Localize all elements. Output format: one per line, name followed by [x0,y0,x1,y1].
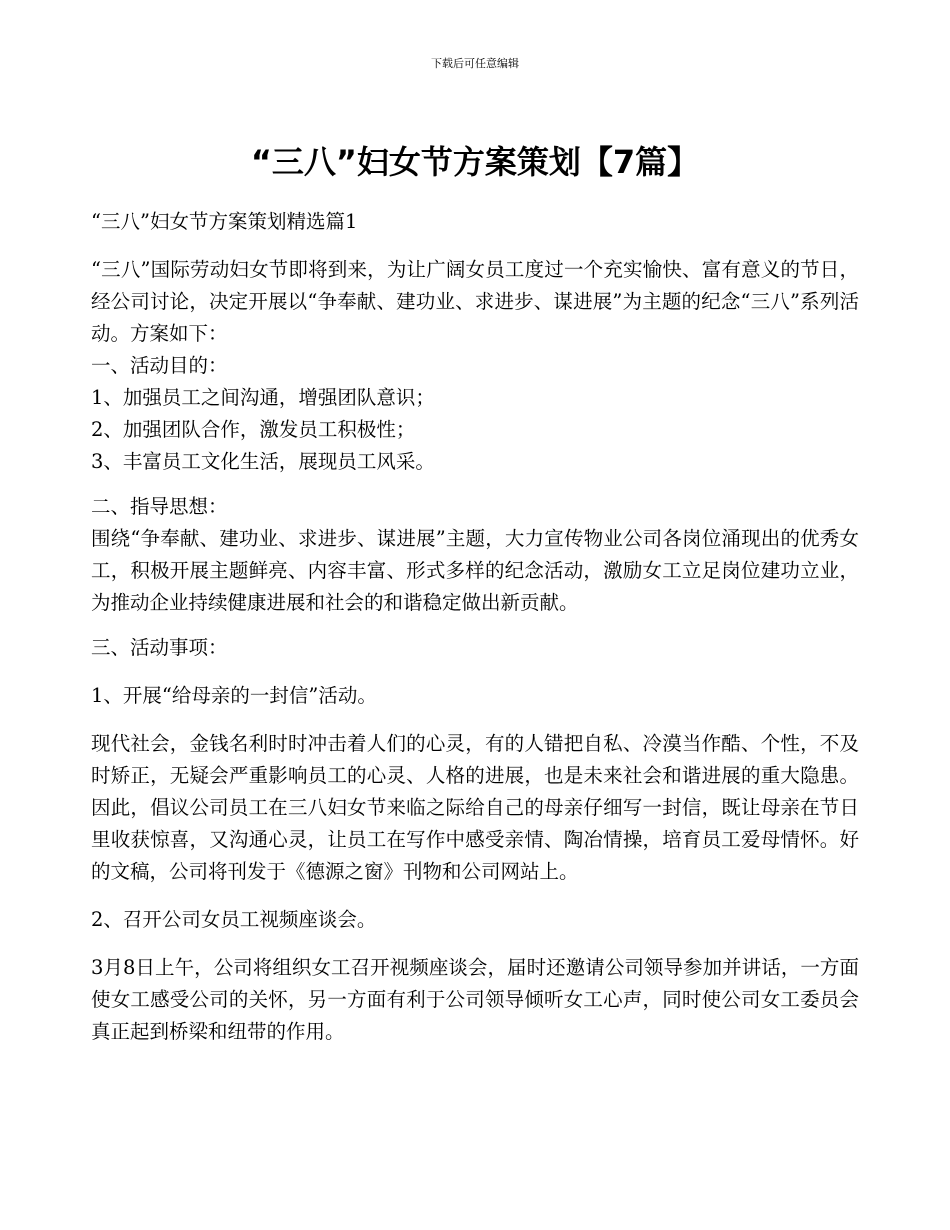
subsection-heading: 1、开展“给母亲的一封信”活动。 [91,684,377,707]
intro-paragraph: “三八”国际劳动妇女节即将到来，为让广阔女员工度过一个充实愉快、富有意义的节日，经公司讨论，决定开展以“争奉献、建功业、求进步、谋进展”为主题的纪念“三八”系列活动。方案如下： [91,258,859,345]
page-header-note: 下载后可任意编辑 [431,57,519,70]
list-item: 2、加强团队合作，激发员工积极性； [91,418,416,441]
section-heading: 二、指导思想： [91,495,228,518]
section-heading: 三、活动事项： [91,636,228,659]
body-paragraph: 现代社会，金钱名利时时冲击着人们的心灵，有的人错把自私、冷漠当作酷、个性，不及时矫正，无疑会严重影响员工的心灵、人格的进展，也是未来社会和谐进展的重大隐患。因此，倡议公司员工在三八妇女节来临之际给自己的母亲仔细写一封信，既让母亲在节日里收获惊喜，又沟通心灵，让员工在写作中感受亲情、陶冶情操，培育员工爱母情怀。好的文稿，公司将刊发于《德源之窗》刊物和公司网站上。 [91,732,859,883]
subsection-heading: 2、召开公司女员工视频座谈会。 [91,908,377,931]
body-paragraph: 围绕“争奉献、建功业、求进步、谋进展”主题，大力宣传物业公司各岗位涌现出的优秀女工，积极开展主题鲜亮、内容丰富、形式多样的纪念活动，激励女工立足岗位建功立业，为推动企业持续健康进展和社会的和谐稳定做出新贡献。 [91,527,859,614]
document-body [91,206,859,1048]
body-paragraph: 3月8日上午，公司将组织女工召开视频座谈会，届时还邀请公司领导参加并讲话，一方面使女工感受公司的关怀，另一方面有利于公司领导倾听女工心声，同时使公司女工委员会真正起到桥梁和纽带的作用。 [91,956,859,1043]
list-item: 3、丰富员工文化生活，展现员工风采。 [91,450,435,473]
section-heading: 一、活动目的： [91,354,228,377]
section-heading: “三八”妇女节方案策划精选篇1 [91,210,358,233]
document-title: “三八”妇女节方案策划【7篇】 [250,143,700,181]
list-item: 1、加强员工之间沟通，增强团队意识； [91,386,435,409]
